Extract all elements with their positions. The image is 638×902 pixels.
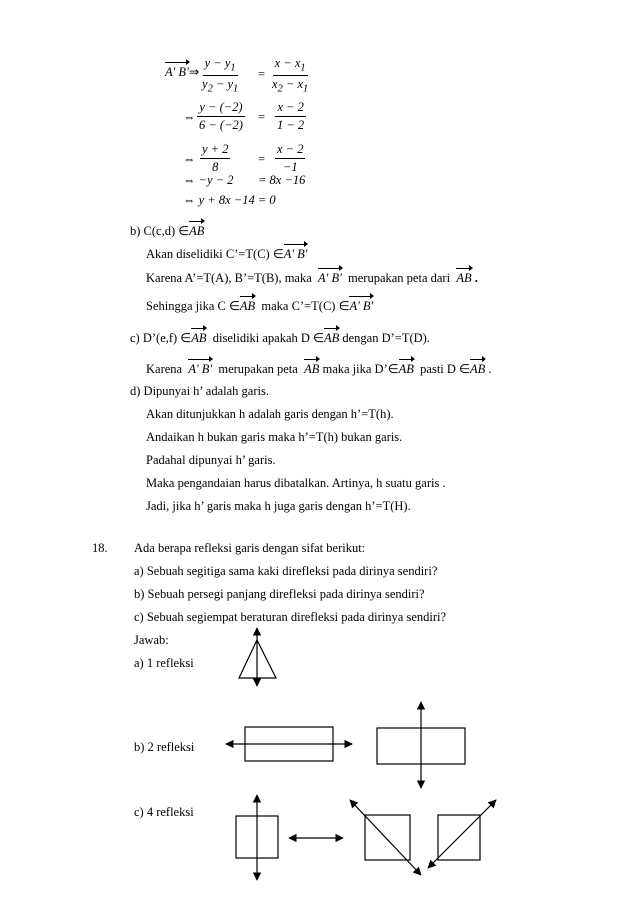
square-diagonal-axis-figure [350,800,421,875]
answer-c: c) 4 refleksi [134,805,194,819]
fraction-line-2-right: $\frac{x - 2}{1 - 2}$ [277,100,305,132]
question-item: b) Sebuah persegi panjang direfleksi pada dirinya sendiri? [134,587,425,601]
answer-b: b) 2 refleksi [134,740,195,754]
part-c-line-1: c) D’(e,f) ∈AB diselidiki apakah D ∈AB dengan D’=T(D). [130,331,430,345]
square [438,815,480,860]
rectangle-vertical-axis-figure [377,702,465,788]
rectangle [377,728,465,764]
isosceles-triangle [239,640,276,678]
answer-a: a) 1 refleksi [134,656,194,670]
diagonal-reflection-axis [350,800,421,875]
part-d-line: Padahal dipunyai h’ garis. [146,453,276,467]
rectangle [245,727,333,761]
part-d-line: d) Dipunyai h’ adalah garis. [130,384,269,398]
part-b-line-4: Sehingga jika C ∈AB maka C’=T(C) ∈A' B' [146,299,374,313]
part-c-line-2: Karena A' B' merupakan peta AB maka jika D’∈AB pasti D ∈AB . [146,362,492,376]
question-text: Ada berapa refleksi garis dengan sifat berikut: [134,541,366,555]
iff-symbol: ⇔ [183,152,196,166]
fraction-line-3-right: $\frac{x - 2}{-1}$ [277,142,304,174]
equation-line-4-rhs: = 8x −16 [258,173,306,187]
isosceles-triangle-figure [239,628,276,686]
equation-line-4: ⇔ −y − 2 [183,173,234,187]
answer-label: Jawab: [134,633,169,647]
part-d-line: Maka pengandaian harus dibatalkan. Artinya, h suatu garis . [146,476,446,490]
fraction-line-2-left: $\frac{y - (-2)}{6 - (-2)}$ [199,100,243,132]
part-d-line: Akan ditunjukkan h adalah garis dengan h’=T(h). [146,407,394,421]
square-vertical-axis-figure [236,795,278,880]
part-d-line: Andaikan h bukan garis maka h’=T(h) bukan garis. [146,430,403,444]
rectangle-horizontal-axis-figure [226,727,352,761]
part-b-line-1: b) C(c,d) ∈AB [130,224,205,238]
equals-sign: = [258,67,266,81]
equals-sign: = [258,110,266,124]
equals-sign: = [258,152,266,166]
part-b-line-2: Akan diselidiki C’=T(C) ∈A' B' [146,247,308,261]
square [365,815,410,860]
question-number: 18. [92,541,108,555]
antidiagonal-reflection-axis [428,800,496,868]
part-d-line: Jadi, jika h’ garis maka h juga garis dengan h’=T(H). [146,499,411,513]
square [236,816,278,858]
vector-a-prime-b-prime: A' B' [165,65,189,79]
question-item: c) Sebuah segiempat beraturan direfleksi pada dirinya sendiri? [134,610,447,624]
fraction-x: $\frac{x - x_1}{x_2 - x_1}$ [272,56,309,94]
equation-line-5: ⇔ y + 8x −14 = 0 [183,193,276,207]
question-item: a) Sebuah segitiga sama kaki direfleksi pada dirinya sendiri? [134,564,438,578]
square-antidiagonal-axis-figure [428,800,496,868]
iff-symbol: ⇔ [183,110,196,124]
fraction-line-3-left: $\frac{y + 2}{8}$ [202,142,229,174]
fraction-y: $\frac{y - y_1}{y_2 - y_1}$ [202,56,239,94]
equation-line-1: A' B'⇒ [165,65,200,79]
part-b-line-3: Karena A’=T(A), B’=T(B), maka A' B' merupakan peta dari AB . [146,271,478,285]
